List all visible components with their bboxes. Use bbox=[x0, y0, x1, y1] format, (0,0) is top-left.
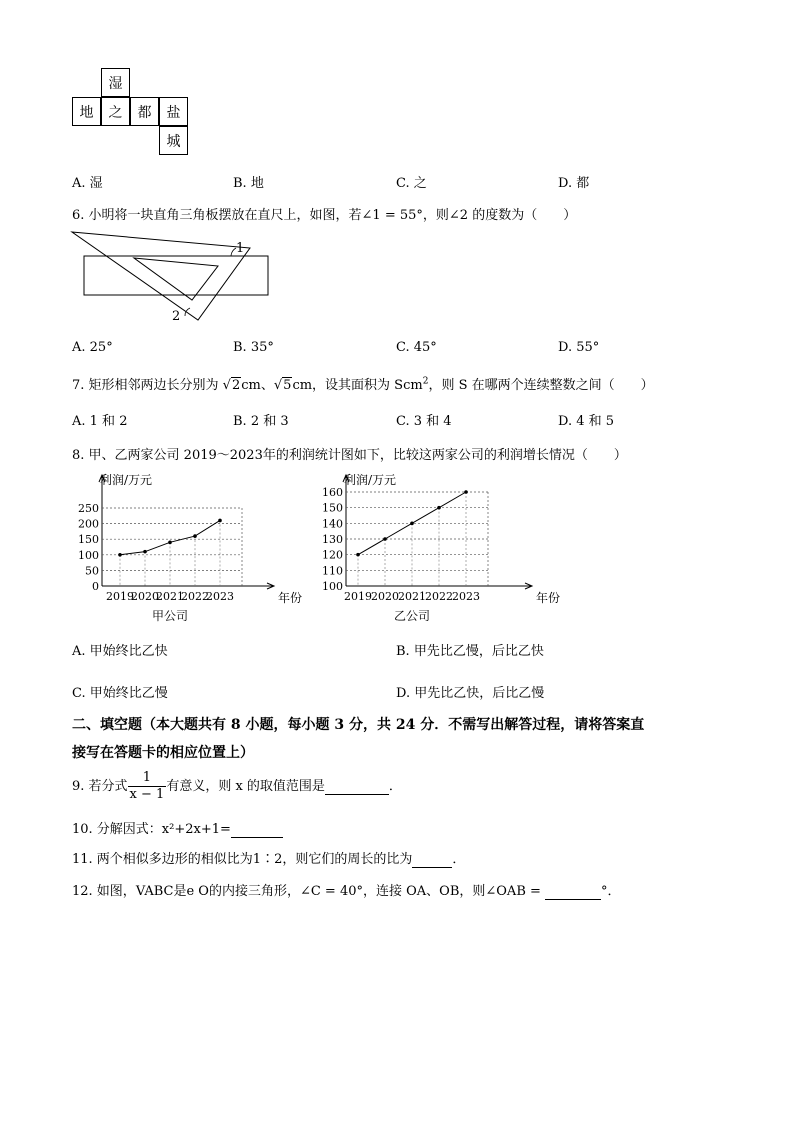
q12-text-a: 12. 如图， bbox=[72, 884, 136, 899]
y-tick-label: 140 bbox=[322, 517, 343, 531]
q6-figure bbox=[68, 228, 278, 326]
q6-option-b: B. 35° bbox=[233, 340, 274, 355]
data-point bbox=[464, 490, 468, 494]
x-tick-label: 2020 bbox=[131, 590, 159, 603]
chart-yi-company bbox=[300, 470, 561, 630]
data-point bbox=[218, 519, 222, 523]
data-point bbox=[437, 506, 441, 510]
q7-option-a: A. 1 和 2 bbox=[72, 414, 128, 429]
q5-option-a: A. 湿 bbox=[72, 176, 103, 191]
y-tick-label: 0 bbox=[92, 580, 99, 593]
angle-1-label: 1 bbox=[236, 241, 245, 256]
q10-text: 10. 分解因式：x²+2x+1= bbox=[72, 822, 231, 837]
q7-text-c: cm，设其面积为 S bbox=[292, 378, 404, 393]
q7-option-c: C. 3 和 4 bbox=[396, 414, 452, 429]
x-tick-label: 2021 bbox=[398, 590, 426, 603]
chart-jia-company bbox=[66, 470, 303, 630]
q10 bbox=[72, 818, 283, 838]
q7-option-b: B. 2 和 3 bbox=[233, 414, 289, 429]
q9-fraction: $\frac{1}{x - 1}$ bbox=[129, 770, 165, 802]
data-point bbox=[356, 553, 360, 557]
x-tick-label: 2023 bbox=[206, 590, 234, 603]
x-tick-label: 2021 bbox=[156, 590, 184, 603]
sqrt-5: √5 bbox=[273, 378, 292, 393]
chart-title: 乙公司 bbox=[393, 609, 431, 623]
q12-text-b: 是 bbox=[173, 884, 187, 899]
q12 bbox=[72, 880, 621, 900]
q7-sup: 2 bbox=[422, 376, 429, 387]
net-cell-1: 地 bbox=[72, 97, 101, 126]
q8-option-a: A. 甲始终比乙快 bbox=[72, 644, 168, 659]
x-tick-label: 2022 bbox=[425, 590, 453, 603]
q9-text-a: 9. 若分式 bbox=[72, 779, 128, 794]
q5-option-c: C. 之 bbox=[396, 176, 427, 191]
series-line bbox=[120, 520, 220, 554]
x-tick-label: 2019 bbox=[106, 590, 134, 603]
x-tick-label: 2020 bbox=[371, 590, 399, 603]
q8-option-b: B. 甲先比乙慢，后比乙快 bbox=[396, 644, 544, 659]
data-point bbox=[118, 553, 122, 557]
q11 bbox=[72, 848, 465, 868]
y-tick-label: 250 bbox=[78, 502, 99, 515]
q7-text-e: ，则 S 在哪两个连续整数之间（ ） bbox=[428, 378, 654, 393]
sqrt-2: √2 bbox=[222, 378, 241, 393]
q9 bbox=[72, 770, 402, 803]
q8-option-d: D. 甲先比乙快，后比乙慢 bbox=[396, 686, 545, 701]
q11-text-a: 11. 两个相似多边形的相似比为1∶2，则它们的周长的比为 bbox=[72, 852, 413, 867]
data-point bbox=[168, 541, 172, 545]
chart-title: 甲公司 bbox=[151, 609, 189, 623]
q6-option-c: C. 45° bbox=[396, 340, 437, 355]
x-axis-label: 年份 bbox=[278, 591, 303, 605]
q11-text-b: ． bbox=[452, 852, 466, 867]
y-tick-label: 100 bbox=[78, 548, 99, 562]
y-axis-label: 利润/万元 bbox=[100, 473, 153, 487]
y-tick-label: 150 bbox=[78, 533, 99, 547]
net-cell-bottom: 城 bbox=[159, 126, 188, 155]
q7-text-a: 7. 矩形相邻两边长分别为 bbox=[72, 378, 223, 393]
y-tick-label: 200 bbox=[78, 517, 99, 531]
q9-text-b: 有意义，则 x 的取值范围是 bbox=[166, 779, 325, 794]
q11-answer-blank[interactable] bbox=[412, 852, 452, 868]
y-tick-label: 150 bbox=[322, 501, 343, 515]
y-tick-label: 100 bbox=[322, 580, 343, 593]
q6-stem: 6. 小明将一块直角三角板摆放在直尺上，如图，若∠1 = 55°，则∠2 的度数为（ ） bbox=[72, 208, 577, 223]
net-cell-top: 湿 bbox=[101, 68, 130, 97]
q12-answer-blank[interactable] bbox=[545, 884, 601, 900]
q7-text-d: cm bbox=[403, 378, 423, 393]
q9-answer-blank[interactable] bbox=[325, 779, 389, 795]
x-tick-label: 2023 bbox=[452, 590, 480, 603]
q7-option-d: D. 4 和 5 bbox=[558, 414, 615, 429]
data-point bbox=[143, 550, 147, 554]
y-tick-label: 160 bbox=[322, 486, 343, 499]
x-tick-label: 2022 bbox=[181, 590, 209, 603]
q9-text-c: ． bbox=[388, 779, 402, 794]
net-cell-2: 之 bbox=[101, 97, 130, 126]
section2-heading-line2: 接写在答题卡的相应位置上） bbox=[72, 745, 254, 761]
data-point bbox=[193, 534, 197, 538]
y-tick-label: 110 bbox=[322, 564, 343, 578]
q12-text-c: 的内接三角形，∠C = 40°，连接 OA、OB，则∠OAB = bbox=[208, 884, 546, 899]
net-cell-4: 盐 bbox=[159, 97, 188, 126]
q12-circle: e O bbox=[186, 884, 209, 899]
q10-answer-blank[interactable] bbox=[231, 822, 283, 838]
q12-text-d: °． bbox=[601, 884, 621, 899]
q12-triangle: VABC bbox=[135, 884, 174, 899]
q7-stem bbox=[72, 374, 654, 393]
y-axis-label: 利润/万元 bbox=[344, 473, 397, 487]
q6-option-d: D. 55° bbox=[558, 340, 600, 355]
q7-text-b: cm、 bbox=[241, 378, 274, 393]
data-point bbox=[383, 537, 387, 541]
angle-2-label: 2 bbox=[172, 309, 181, 324]
x-tick-label: 2019 bbox=[344, 590, 372, 603]
net-cell-3: 都 bbox=[130, 97, 159, 126]
x-axis-label: 年份 bbox=[536, 591, 561, 605]
q8-stem: 8. 甲、乙两家公司 2019～2023年的利润统计图如下，比较这两家公司的利润增长情况（ ） bbox=[72, 448, 627, 463]
y-tick-label: 50 bbox=[85, 564, 99, 578]
y-tick-label: 130 bbox=[322, 533, 343, 546]
data-point bbox=[410, 522, 414, 526]
q8-option-c: C. 甲始终比乙慢 bbox=[72, 686, 168, 701]
q5-option-b: B. 地 bbox=[233, 176, 264, 191]
y-tick-label: 120 bbox=[322, 548, 343, 562]
q5-option-d: D. 都 bbox=[558, 176, 590, 191]
section2-heading-line1: 二、填空题（本大题共有 8 小题，每小题 3 分，共 24 分．不需写出解答过程，请将答案直 bbox=[72, 717, 645, 733]
q6-option-a: A. 25° bbox=[72, 340, 113, 355]
